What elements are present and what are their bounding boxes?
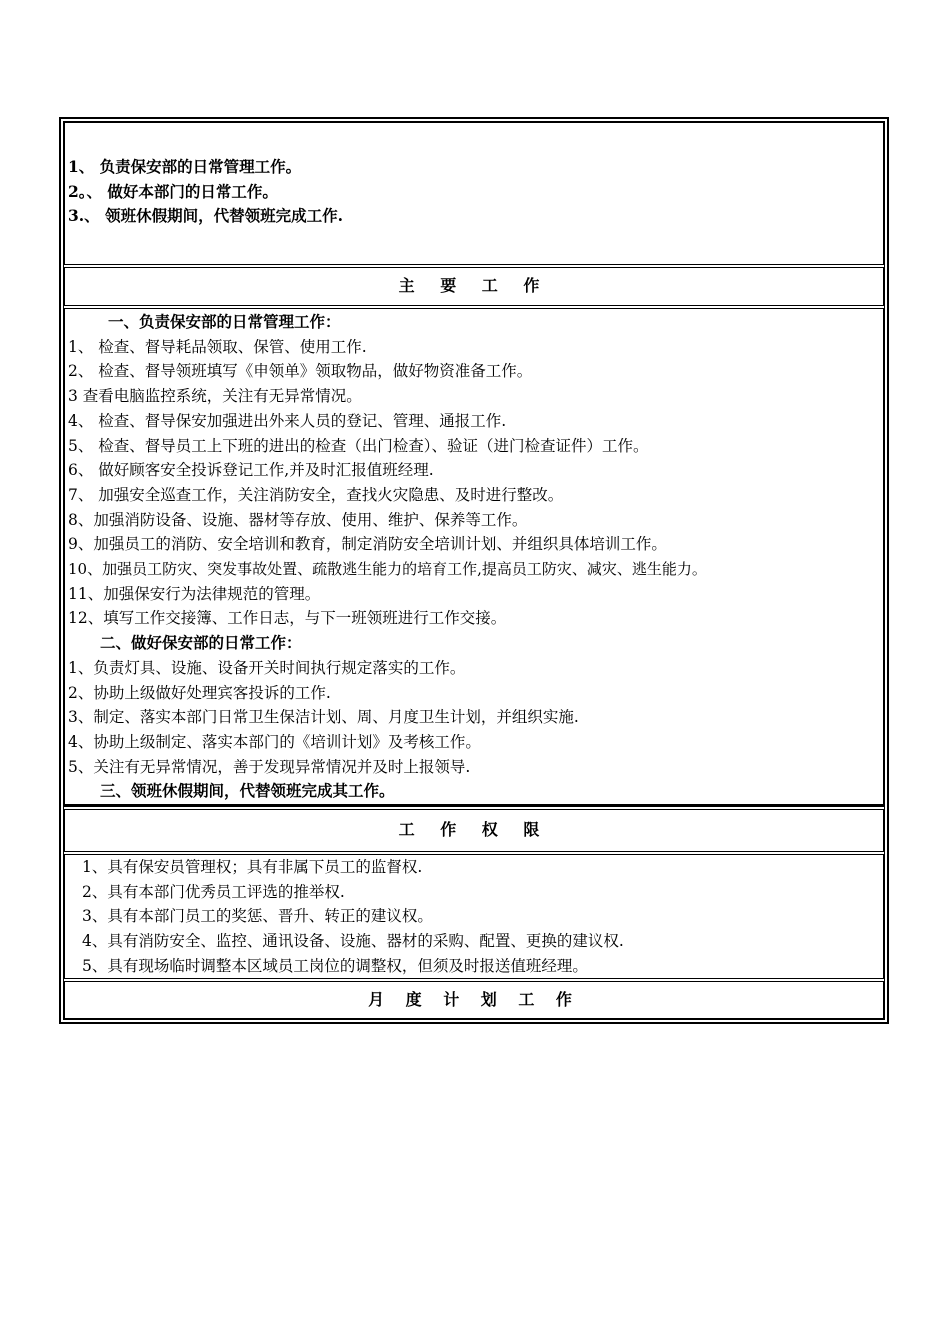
section-title: 一、负责保安部的日常管理工作： — [108, 312, 341, 331]
list-item: 1、负责灯具、设施、设备开关时间执行规定落实的工作。 — [68, 658, 466, 677]
list-item: 4、 检查、督导保安加强进出外来人员的登记、管理、通报工作. — [68, 411, 507, 430]
summary-section — [64, 122, 884, 264]
authority-section — [64, 851, 884, 978]
section-title: 二、做好保安部的日常工作： — [100, 633, 302, 653]
list-item: 5、关注有无异常情况，善于发现异常情况并及时上报领导. — [68, 757, 471, 776]
list-item: 12、填写工作交接簿、工作日志，与下一班领班进行工作交接。 — [68, 609, 507, 628]
section-title: 三、领班休假期间，代替领班完成其工作。 — [100, 781, 395, 801]
monthly-header: 月 度 计 划 工 作 — [368, 990, 580, 1009]
monthly-header-row — [64, 978, 884, 1019]
list-item: 6、 做好顾客安全投诉登记工作,并及时汇报值班经理. — [68, 461, 434, 480]
list-item: 3 查看电脑监控系统，关注有无异常情况。 — [68, 387, 362, 406]
main-work-header: 主 要 工 作 — [398, 276, 550, 295]
list-item: 5、 检查、督导员工上下班的进出的检查（出门检查）、验证（进门检查证件）工作。 — [68, 436, 649, 455]
authority-header-row — [64, 804, 884, 851]
job-description-table — [59, 117, 889, 1024]
list-item: 10、加强员工防灾、突发事故处置、疏散逃生能力的培育工作,提高员工防灾、减灾、逃生能力。 — [68, 560, 707, 579]
list-item: 2、具有本部门优秀员工评选的推举权. — [82, 882, 345, 901]
main-work-header-row — [64, 264, 884, 305]
list-item: 2、 检查、督导领班填写《申领单》领取物品，做好物资准备工作。 — [68, 362, 533, 381]
list-item: 8、加强消防设备、设施、器材等存放、使用、维护、保养等工作。 — [68, 510, 528, 529]
list-item: 1、具有保安员管理权；具有非属下员工的监督权. — [82, 858, 423, 876]
list-item: 3、制定、落实本部门日常卫生保洁计划、周、月度卫生计划，并组织实施. — [68, 708, 579, 727]
list-item: 4、协助上级制定、落实本部门的《培训计划》及考核工作。 — [68, 732, 481, 751]
list-item: 11、加强保安行为法律规范的管理。 — [68, 584, 321, 603]
list-item: 2、协助上级做好处理宾客投诉的工作. — [68, 683, 331, 702]
summary-item: 3.、 领班休假期间，代替领班完成工作. — [68, 206, 343, 226]
table-frame — [59, 117, 889, 1024]
list-item: 4、具有消防安全、监控、通讯设备、设施、器材的采购、配置、更换的建议权. — [82, 932, 624, 951]
main-work-section — [64, 305, 884, 804]
list-item: 9、加强员工的消防、安全培训和教育，制定消防安全培训计划、并组织具体培训工作。 — [68, 535, 667, 554]
authority-header: 工 作 权 限 — [398, 820, 550, 839]
summary-item: 1、 负责保安部的日常管理工作。 — [68, 157, 302, 176]
list-item: 3、具有本部门员工的奖惩、晋升、转正的建议权。 — [82, 907, 433, 926]
summary-item: 2。、 做好本部门的日常工作。 — [68, 181, 278, 201]
list-item: 5、具有现场临时调整本区域员工岗位的调整权，但须及时报送值班经理。 — [82, 956, 588, 975]
list-item: 1、 检查、督导耗品领取、保管、使用工作. — [68, 337, 367, 356]
list-item: 7、 加强安全巡查工作，关注消防安全，查找火灾隐患、及时进行整改。 — [68, 485, 564, 504]
